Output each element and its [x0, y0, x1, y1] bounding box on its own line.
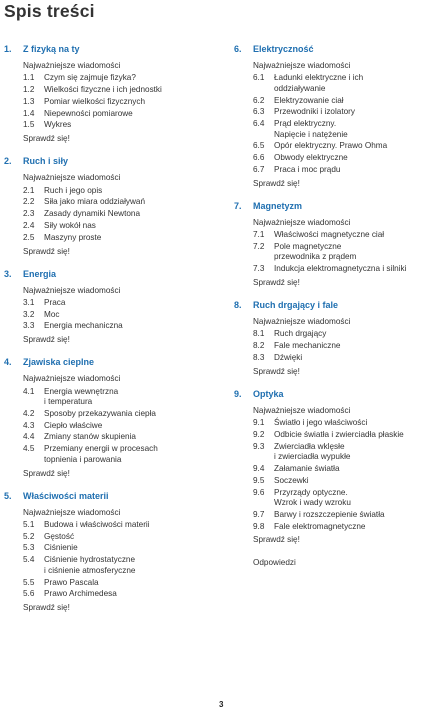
chapter-intro-link[interactable]: Najważniejsze wiadomości	[253, 317, 351, 327]
section-number: 5.4	[23, 555, 35, 565]
section-item[interactable]	[4, 432, 226, 443]
section-title: Prąd elektryczny. Napięcie i natężenie	[274, 119, 348, 139]
section-title: Energia mechaniczna	[44, 321, 123, 331]
section-title: Ciśnienie	[44, 543, 78, 553]
section-item[interactable]	[234, 141, 448, 152]
section-item[interactable]	[4, 233, 226, 244]
section-title: Pole magnetyczne przewodnika z prądem	[274, 241, 357, 262]
chapter-heading[interactable]	[4, 355, 226, 369]
section-number: 4.5	[23, 444, 35, 454]
section-number: 4.4	[23, 432, 35, 442]
section-item[interactable]	[4, 532, 226, 543]
chapter-intro-link[interactable]: Najważniejsze wiadomości	[23, 61, 121, 70]
chapter-heading[interactable]	[234, 199, 448, 213]
section-title: Zmiany stanów skupienia	[44, 432, 136, 442]
section-number: 9.5	[253, 475, 265, 485]
chapter-heading[interactable]	[4, 42, 226, 56]
chapter-heading[interactable]	[4, 489, 226, 503]
section-item[interactable]	[4, 197, 226, 208]
section-item[interactable]	[234, 119, 448, 140]
section-title: Przyrządy optyczne. Wzrok i wady wzroku	[274, 487, 351, 508]
section-title: Obwody elektryczne	[274, 153, 348, 163]
section-item[interactable]	[4, 409, 226, 420]
chapter-intro-link[interactable]: Najważniejsze wiadomości	[23, 173, 121, 183]
chapter-intro-link[interactable]: Najważniejsze wiadomości	[23, 507, 121, 517]
section-number: 9.6	[253, 487, 265, 497]
chapter-check-link[interactable]: Sprawdź się!	[253, 366, 300, 376]
section-number: 5.3	[23, 543, 35, 553]
section-number: 9.2	[253, 429, 265, 439]
section-title: Praca	[44, 297, 66, 307]
page-title: Spis treści	[4, 1, 95, 21]
section-title: Wykres	[44, 120, 72, 130]
section-title: Siła jako miara oddziaływań	[44, 197, 146, 207]
section-title: Ciśnienie hydrostatyczne i ciśnienie atmosferyczne	[44, 555, 136, 575]
section-item[interactable]	[234, 165, 448, 176]
section-number: 6.7	[253, 165, 265, 175]
section-item[interactable]	[234, 418, 448, 429]
chapter-heading[interactable]	[4, 154, 226, 168]
section-item[interactable]	[234, 476, 448, 487]
section-item[interactable]	[4, 421, 226, 432]
section-number: 8.1	[253, 329, 265, 339]
section-number: 5.5	[23, 577, 35, 587]
chapter-intro-link[interactable]: Najważniejsze wiadomości	[253, 217, 351, 227]
chapter-number: 8.	[234, 300, 242, 311]
section-number: 5.1	[23, 519, 35, 529]
section-title: Przemiany energii w procesach topnienia i parowania	[44, 444, 158, 464]
chapter	[234, 387, 448, 547]
chapter-number: 1.	[4, 44, 12, 54]
section-number: 7.1	[253, 230, 265, 240]
section-item[interactable]	[234, 242, 448, 263]
section-item[interactable]	[4, 555, 226, 576]
section-item[interactable]	[234, 430, 448, 441]
section-title: Prawo Pascala	[44, 577, 99, 587]
section-number: 7.2	[253, 241, 265, 251]
chapter-check-link[interactable]: Sprawdź się!	[253, 178, 300, 188]
section-item[interactable]	[4, 209, 226, 220]
section-item[interactable]	[234, 442, 448, 463]
chapter-number: 6.	[234, 44, 242, 54]
section-number: 9.3	[253, 441, 265, 451]
section-number: 3.3	[23, 321, 35, 331]
chapter-title: Optyka	[253, 388, 284, 399]
section-title: Gęstość	[44, 531, 75, 541]
chapter-number: 2.	[4, 156, 12, 167]
section-title: Ciepło właściwe	[44, 420, 103, 430]
section-number: 1.3	[23, 96, 35, 106]
section-item[interactable]	[234, 264, 448, 275]
chapter-title: Energia	[23, 268, 57, 279]
section-item[interactable]	[234, 510, 448, 521]
section-title: Niepewności pomiarowe	[44, 108, 133, 118]
section-number: 6.3	[253, 107, 265, 117]
section-title: Barwy i rozszczepienie światła	[274, 509, 385, 519]
answers-link[interactable]: Odpowiedzi	[253, 558, 296, 568]
chapter-check-link[interactable]: Sprawdź się!	[23, 335, 70, 345]
section-title: Pomiar wielkości fizycznych	[44, 96, 146, 106]
section-title: Moc	[44, 309, 60, 319]
section-number: 5.2	[23, 531, 35, 541]
section-item[interactable]	[4, 97, 226, 108]
section-title: Praca i moc prądu	[274, 165, 341, 175]
chapter-title: Ruch i siły	[23, 156, 69, 167]
section-title: Czym się zajmuje fizyka?	[44, 73, 136, 83]
section-number: 6.4	[253, 119, 265, 129]
chapter-intro-link[interactable]: Najważniejsze wiadomości	[253, 61, 351, 70]
chapter-title: Ruch drgający i fale	[253, 300, 339, 311]
section-item[interactable]	[4, 73, 226, 84]
page-number: 3	[219, 700, 224, 709]
section-title: Elektryzowanie ciał	[274, 95, 344, 105]
chapter-check-link[interactable]: Sprawdź się!	[23, 603, 70, 613]
section-number: 1.5	[23, 120, 35, 130]
section-item[interactable]	[4, 520, 226, 531]
section-item[interactable]	[4, 310, 226, 321]
chapter-check-link[interactable]: Sprawdź się!	[23, 246, 70, 256]
chapter-heading[interactable]	[234, 42, 448, 56]
chapter	[4, 267, 226, 347]
section-item[interactable]	[234, 73, 448, 94]
section-number: 7.3	[253, 264, 265, 274]
section-item[interactable]	[4, 85, 226, 96]
section-number: 4.1	[23, 386, 35, 396]
chapter-number: 5.	[4, 490, 12, 501]
section-number: 1.1	[23, 73, 35, 83]
chapter-intro-link[interactable]: Najważniejsze wiadomości	[253, 405, 351, 415]
section-item[interactable]	[4, 444, 226, 465]
chapter-heading[interactable]	[234, 298, 448, 312]
section-title: Wielkości fizyczne i ich jednostki	[44, 85, 162, 95]
section-number: 9.7	[253, 509, 265, 519]
section-title: Indukcja elektromagnetyczna i silniki	[274, 264, 407, 274]
section-number: 6.2	[253, 95, 265, 105]
section-number: 6.5	[253, 141, 265, 151]
chapter-check-link[interactable]: Sprawdź się!	[23, 468, 70, 478]
chapter-title: Magnetyzm	[253, 200, 303, 211]
section-item[interactable]	[234, 153, 448, 164]
section-item[interactable]	[234, 107, 448, 118]
section-title: Maszyny proste	[44, 232, 102, 242]
section-number: 8.2	[253, 341, 265, 351]
section-number: 4.2	[23, 408, 35, 418]
section-title: Właściwości magnetyczne ciał	[274, 230, 385, 240]
section-title: Zwierciadła wklęsłe i zwierciadła wypukłe	[274, 441, 351, 462]
section-title: Odbicie światła i zwierciadła płaskie	[274, 429, 404, 439]
chapter-title: Z fizyką na ty	[23, 44, 80, 54]
chapter-check-link[interactable]: Sprawdź się!	[253, 535, 300, 545]
toc-right-column	[234, 42, 448, 569]
chapter-heading[interactable]	[4, 267, 226, 281]
chapter-intro-link[interactable]: Najważniejsze wiadomości	[23, 285, 121, 295]
section-title: Zasady dynamiki Newtona	[44, 209, 141, 219]
section-item[interactable]	[234, 488, 448, 509]
section-number: 4.3	[23, 420, 35, 430]
chapter	[234, 42, 448, 190]
section-title: Prawo Archimedesa	[44, 589, 117, 599]
section-number: 8.3	[253, 352, 265, 362]
section-item[interactable]	[234, 464, 448, 475]
section-title: Siły wokół nas	[44, 220, 96, 230]
section-number: 1.2	[23, 85, 35, 95]
section-title: Fale mechaniczne	[274, 341, 341, 351]
section-item[interactable]	[4, 298, 226, 309]
chapter	[234, 199, 448, 289]
section-item[interactable]	[4, 589, 226, 600]
section-title: Dźwięki	[274, 352, 303, 362]
section-title: Energia wewnętrzna i temperatura	[44, 386, 119, 407]
section-item[interactable]	[234, 353, 448, 364]
chapter-title: Zjawiska cieplne	[23, 357, 95, 368]
chapter-title: Właściwości materii	[23, 490, 109, 501]
section-title: Przewodniki i izolatory	[274, 107, 355, 117]
section-title: Soczewki	[274, 475, 309, 485]
section-item[interactable]	[4, 387, 226, 408]
section-number: 2.3	[23, 209, 35, 219]
section-number: 6.1	[253, 73, 265, 83]
section-number: 9.1	[253, 418, 265, 428]
chapter-check-link[interactable]: Sprawdź się!	[253, 278, 300, 288]
chapter	[234, 298, 448, 378]
section-item[interactable]	[234, 329, 448, 340]
chapter-heading[interactable]	[234, 387, 448, 401]
section-title: Ruch i jego opis	[44, 185, 103, 195]
section-number: 2.1	[23, 185, 35, 195]
section-number: 9.8	[253, 521, 265, 531]
section-title: Fale elektromagnetyczne	[274, 521, 366, 531]
toc-left-column	[4, 42, 226, 614]
chapter-number: 4.	[4, 357, 12, 368]
section-number: 3.1	[23, 297, 35, 307]
chapter-number: 3.	[4, 268, 12, 279]
section-number: 2.2	[23, 197, 35, 207]
chapter	[4, 489, 226, 615]
section-item[interactable]	[4, 321, 226, 332]
section-title: Załamanie światła	[274, 463, 340, 473]
section-title: Opór elektryczny. Prawo Ohma	[274, 141, 388, 151]
section-number: 9.4	[253, 463, 265, 473]
chapter-intro-link[interactable]: Najważniejsze wiadomości	[23, 374, 121, 384]
section-item[interactable]	[4, 221, 226, 232]
chapter-check-link[interactable]: Sprawdź się!	[23, 134, 70, 144]
chapter-title: Elektryczność	[253, 44, 314, 54]
section-number: 3.2	[23, 309, 35, 319]
section-title: Budowa i właściwości materii	[44, 519, 150, 529]
chapter	[4, 355, 226, 479]
section-number: 2.4	[23, 220, 35, 230]
section-number: 6.6	[253, 153, 265, 163]
section-item[interactable]	[4, 120, 226, 131]
chapter	[4, 154, 226, 257]
section-item[interactable]	[234, 341, 448, 352]
section-item[interactable]	[4, 109, 226, 120]
chapter-number: 9.	[234, 388, 242, 399]
chapter	[4, 42, 226, 145]
section-item[interactable]	[4, 543, 226, 554]
section-item[interactable]	[234, 522, 448, 533]
chapter-number: 7.	[234, 200, 242, 211]
section-number: 5.6	[23, 589, 35, 599]
section-item[interactable]	[234, 96, 448, 107]
section-number: 2.5	[23, 232, 35, 242]
section-title: Ruch drgający	[274, 329, 327, 339]
section-title: Ładunki elektryczne i ich oddziaływanie	[274, 73, 364, 93]
section-title: Sposoby przekazywania ciepła	[44, 408, 156, 418]
section-number: 1.4	[23, 108, 35, 118]
section-title: Światło i jego właściwości	[274, 418, 368, 428]
section-item[interactable]	[234, 230, 448, 241]
section-item[interactable]	[4, 578, 226, 589]
section-item[interactable]	[4, 186, 226, 197]
